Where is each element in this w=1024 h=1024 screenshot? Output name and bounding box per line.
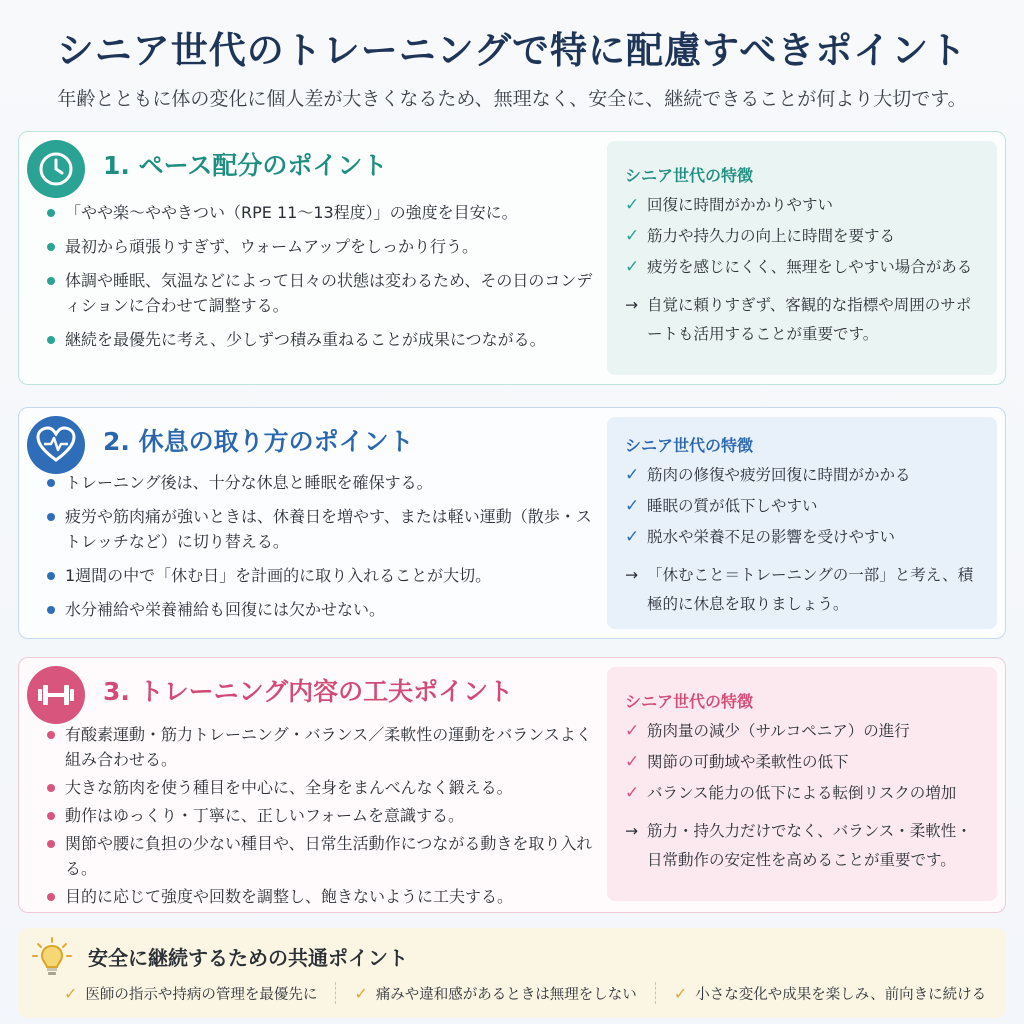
page-title: シニア世代のトレーニングで特に配慮すべきポイント <box>56 29 968 72</box>
list-item: ✓ 筋肉量の減少（サルコペニア）の進行 <box>625 721 910 741</box>
bullet-dot-icon <box>47 893 55 901</box>
arrow-icon: → <box>625 822 638 840</box>
list-item: 関節や腰に負担の少ない種目や、日常生活動作につながる動きを取り入れる。 <box>47 831 607 881</box>
list-item: 大きな筋肉を使う種目を中心に、全身をまんべんなく鍛える。 <box>47 775 607 800</box>
section-heading: 3. トレーニング内容の工夫ポイント <box>103 677 514 706</box>
bullet-dot-icon <box>47 513 55 521</box>
feature-list <box>625 720 979 805</box>
section-rest <box>18 407 1006 639</box>
bullet-dot-icon <box>47 840 55 848</box>
bullet-dot-icon <box>47 277 55 285</box>
list-item: 継続を最優先に考え、少しずつ積み重ねることが成果につながる。 <box>47 327 607 352</box>
list-item: 目的に応じて強度や回数を調整し、飽きないように工夫する。 <box>47 884 607 909</box>
list-item: 体調や睡眠、気温などによって日々の状態は変わるため、その日のコンディションに合わせて調整する。 <box>47 268 607 318</box>
list-item: ✓ 筋肉の修復や疲労回復に時間がかかる <box>625 465 911 485</box>
section-heading: 1. ペース配分のポイント <box>103 151 388 180</box>
list-item: トレーニング後は、十分な休息と睡眠を確保する。 <box>47 470 607 495</box>
common-title: 安全に継続するための共通ポイント <box>88 946 408 970</box>
list-item: 有酸素運動・筋力トレーニング・バランス／柔軟性の運動をバランスよく組み合わせる。 <box>47 722 607 772</box>
section-heading: 2. 休息の取り方のポイント <box>103 427 414 456</box>
feature-list <box>625 464 979 549</box>
check-icon: ✓ <box>625 527 640 547</box>
feature-note: → 筋力・持久力だけでなく、バランス・柔軟性・日常動作の安定性を高めることが重要です。 <box>625 817 979 875</box>
check-icon: ✓ <box>625 752 640 772</box>
list-item: ✓ 脱水や栄養不足の影響を受けやすい <box>625 527 896 547</box>
check-icon: ✓ <box>625 257 640 277</box>
list-item: ✓ バランス能力の低下による転倒リスクの増加 <box>625 783 957 803</box>
feature-box <box>607 417 997 629</box>
feature-title: シニア世代の特徴 <box>625 166 754 185</box>
check-icon: ✓ <box>64 983 78 1003</box>
list-item: 動作はゆっくり・丁寧に、正しいフォームを意識する。 <box>47 803 607 828</box>
list-item: 水分補給や栄養補給も回復には欠かせない。 <box>47 597 607 622</box>
bullet-dot-icon <box>47 243 55 251</box>
divider <box>655 982 656 1004</box>
list-item: 「やや楽～ややきつい（RPE 11～13程度）」の強度を目安に。 <box>47 200 607 225</box>
feature-list <box>625 194 979 279</box>
bullet-list <box>47 722 607 912</box>
bullet-dot-icon <box>47 336 55 344</box>
list-item: ✓ 医師の指示や持病の管理を最優先に <box>64 983 318 1003</box>
clock-icon <box>27 140 85 198</box>
bullet-dot-icon <box>47 731 55 739</box>
section-content <box>18 657 1006 913</box>
feature-box <box>607 141 997 375</box>
bullet-list <box>47 200 607 361</box>
list-item: ✓ 関節の可動域や柔軟性の低下 <box>625 752 849 772</box>
feature-box <box>607 667 997 901</box>
feature-title: シニア世代の特徴 <box>625 436 754 455</box>
lightbulb-icon <box>30 936 74 980</box>
check-icon: ✓ <box>625 195 640 215</box>
section-pace <box>18 131 1006 385</box>
bullet-list <box>47 470 607 631</box>
divider <box>335 982 336 1004</box>
list-item: ✓ 回復に時間がかかりやすい <box>625 195 834 215</box>
list-item: ✓ 小さな変化や成果を楽しみ、前向きに続ける <box>673 983 987 1003</box>
arrow-icon: → <box>625 296 638 314</box>
feature-note: → 「休むこと＝トレーニングの一部」と考え、積極的に休息を取りましょう。 <box>625 561 979 619</box>
list-item: ✓ 疲労を感じにくく、無理をしやすい場合がある <box>625 257 973 277</box>
list-item: 疲労や筋肉痛が強いときは、休養日を増やす、または軽い運動（散歩・ストレッチなど）に切り替える。 <box>47 504 607 554</box>
list-item: ✓ 痛みや違和感があるときは無理をしない <box>354 983 637 1003</box>
list-item: ✓ 睡眠の質が低下しやすい <box>625 496 818 516</box>
list-item: ✓ 筋力や持久力の向上に時間を要する <box>625 226 896 246</box>
page-subtitle: 年齢とともに体の変化に個人差が大きくなるため、無理なく、安全に、継続できることが何より大切です。 <box>57 88 967 110</box>
list-item: 1週間の中で「休む日」を計画的に取り入れることが大切。 <box>47 563 607 588</box>
list-item: 最初から頑張りすぎず、ウォームアップをしっかり行う。 <box>47 234 607 259</box>
common-points <box>18 928 1006 1018</box>
bullet-dot-icon <box>47 784 55 792</box>
bullet-dot-icon <box>47 572 55 580</box>
feature-title: シニア世代の特徴 <box>625 692 754 711</box>
check-icon: ✓ <box>625 465 640 485</box>
heart-pulse-icon <box>27 416 85 474</box>
bullet-dot-icon <box>47 812 55 820</box>
bullet-dot-icon <box>47 209 55 217</box>
check-icon: ✓ <box>673 983 688 1003</box>
common-list <box>52 982 998 1004</box>
check-icon: ✓ <box>625 783 640 803</box>
feature-note: → 自覚に頼りすぎず、客観的な指標や周囲のサポートも活用することが重要です。 <box>625 291 979 349</box>
check-icon: ✓ <box>625 721 640 741</box>
check-icon: ✓ <box>625 226 640 246</box>
check-icon: ✓ <box>354 983 368 1003</box>
arrow-icon: → <box>625 566 638 584</box>
dumbbell-icon <box>27 666 85 724</box>
check-icon: ✓ <box>625 496 640 516</box>
bullet-dot-icon <box>47 479 55 487</box>
bullet-dot-icon <box>47 606 55 614</box>
